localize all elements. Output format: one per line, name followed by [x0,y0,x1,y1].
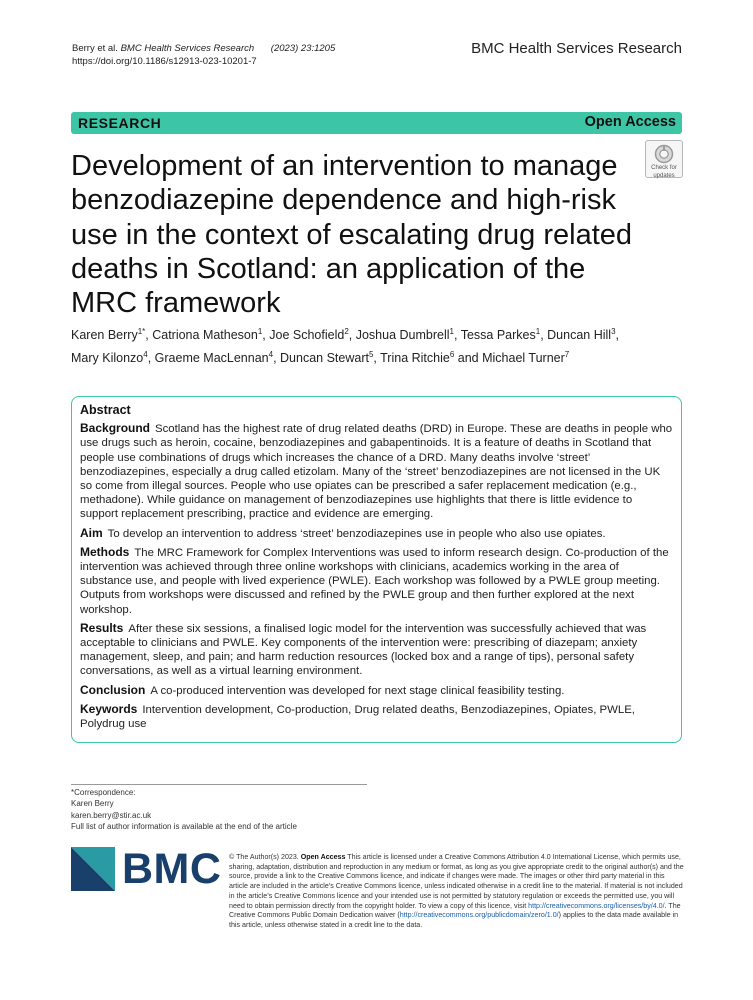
background-label: Background [80,421,151,436]
author[interactable]: Michael Turner$^7$ [482,350,570,366]
bmc-logo-mark-icon [71,847,115,891]
check-for-updates-badge[interactable] [645,140,683,178]
citation-journal: BMC Health Services Research [120,43,255,54]
cc-by-link[interactable]: http://creativecommons.org/licenses/by/4.0/ [528,901,665,910]
correspondence-label: *Correspondence: [71,788,136,797]
citation-header [72,42,335,68]
citation-authors: Berry et al. [72,43,118,54]
correspondence-email[interactable]: karen.berry@stir.ac.uk [71,810,152,820]
check-for-updates-line2: updates [653,172,675,179]
author[interactable]: Duncan Hill$^3$, [547,327,619,343]
author[interactable]: Joshua Dumbrell$^1$, [355,327,461,343]
section-label: RESEARCH [78,115,162,131]
author[interactable]: Trina Ritchie$^6$ and [380,350,483,366]
doi-link[interactable]: https://doi.org/10.1186/s12913-023-10201-7 [72,56,257,67]
abstract-methods: Methods The MRC Framework for Complex Interventions was used to inform research design. Co-production of the intervention was achieved through three online workshops with clinicians, academics working in the area of substance use, and people with lived experience (PWLE). Each workshop was followed by a PWLE group meeting. Outputs from workshops were discussed and refined by the PWLE group and then further explored at the next workshop. [80,544,669,616]
abstract-aim: Aim To develop an intervention to address ‘street’ benzodiazepines use in people who also use opiates. [80,525,606,540]
bmc-logo-text: BMC [122,845,222,893]
author-info-note: Full list of author information is available at the end of the article [71,821,297,831]
citation-volume: (2023) 23:1205 [270,43,336,54]
abstract-keywords: Keywords Intervention development, Co-production, Drug related deaths, Benzodiazepines, Opiates, PWLE, Polydrug use [80,701,635,731]
author[interactable]: Mary Kilonzo$^4$, [71,350,155,366]
footnote-divider [71,784,367,785]
check-for-updates-icon [654,144,674,164]
author-list [71,322,671,368]
open-access-label: Open Access [584,114,676,130]
author[interactable]: Karen Berry$^{1*}$, [71,327,153,343]
correspondence-footnote [71,787,297,832]
correspondence-name: Karen Berry [71,799,114,809]
abstract-results: Results After these six sessions, a finalised logic model for the intervention was successfully achieved that was acceptable to clinicians and PWLE. Key components of the intervention were: prescribing of diazepam; anxiety management, sleep, and pain; and harm reduction resources (locked box and a range of tips), personal safety conversations, as well as a virtual learning environment. [80,620,647,678]
cc-zero-link[interactable]: http://creativecommons.org/publicdomain/zero/1.0/ [399,911,559,920]
methods-label: Methods [80,544,130,559]
abstract-box [71,396,682,743]
aim-label: Aim [80,525,103,540]
author[interactable]: Duncan Stewart$^5$, [280,350,381,366]
abstract-heading: Abstract [80,403,131,417]
author[interactable]: Graeme MacLennan$^4$, [154,350,281,366]
journal-brand: BMC Health Services Research [471,40,682,57]
license-statement: © The Author(s) 2023. Open Access This article is licensed under a Creative Commons Attribution 4.0 International License, which permits use, sharing, adaptation, distribution and reproduction in any medium or format, as long as you give appropriate credit to the original author(s) and the source, provide a link to the Creative Commons licence, and indicate if changes were made. The images or other third party material in this article are included in the article’s Creative Commons licence, unless indicated otherwise in a credit line to the material. If material is not included in the article’s Creative Commons licence and your intended use is not permitted by statutory regulation or exceeds the permitted use, you will need to obtain permission directly from the copyright holder. To view a copy of this licence, visit http://creativecommons.org/licenses/by/4.0/. The Creative Commons Public Domain Dedication waiver (http://creativecommons.org/publicdomain/zero/1.0/) applies to the data made available in this article, unless otherwise stated in a credit line to the data. [229,853,684,929]
check-for-updates-line1: Check for [651,165,677,171]
open-access-bold: Open Access [300,853,346,861]
section-banner [71,112,682,134]
author[interactable]: Catriona Matheson$^1$, [152,327,270,343]
keywords-label: Keywords [80,701,138,716]
bmc-logo[interactable] [71,845,222,893]
author[interactable]: Tessa Parkes$^1$, [460,327,548,343]
author[interactable]: Joe Schofield$^2$, [269,327,356,343]
results-label: Results [80,620,124,635]
abstract-conclusion: Conclusion A co-produced intervention was developed for next stage clinical feasibility testing. [80,682,565,697]
conclusion-label: Conclusion [80,682,146,697]
article-title: Development of an intervention to manage benzodiazepine dependence and high-risk use in the context of escalating drug related deaths in Scotland: an application of the MRC framework [71,150,633,320]
abstract-background: Background Scotland has the highest rate of drug related deaths (DRD) in Europe. These are deaths in people who use drugs such as heroin, cocaine, benzodiazepines and gabapentinoids. It is a feature of deaths in Scotland that people use combinations of drugs which increases the chance of a DRD. Many deaths involve ‘street’ benzodiazepines, especially a drug called etizolam. Many of the ‘street’ benzodiazepines are not licensed in the UK so come from illegal sources. People who use opiates can be prescribed a safer replacement medication (e.g., methadone). While guidance on management of benzodiazepines use highlights that there is little evidence to support replacement prescribing, practice and evidence are emerging. [80,421,673,521]
